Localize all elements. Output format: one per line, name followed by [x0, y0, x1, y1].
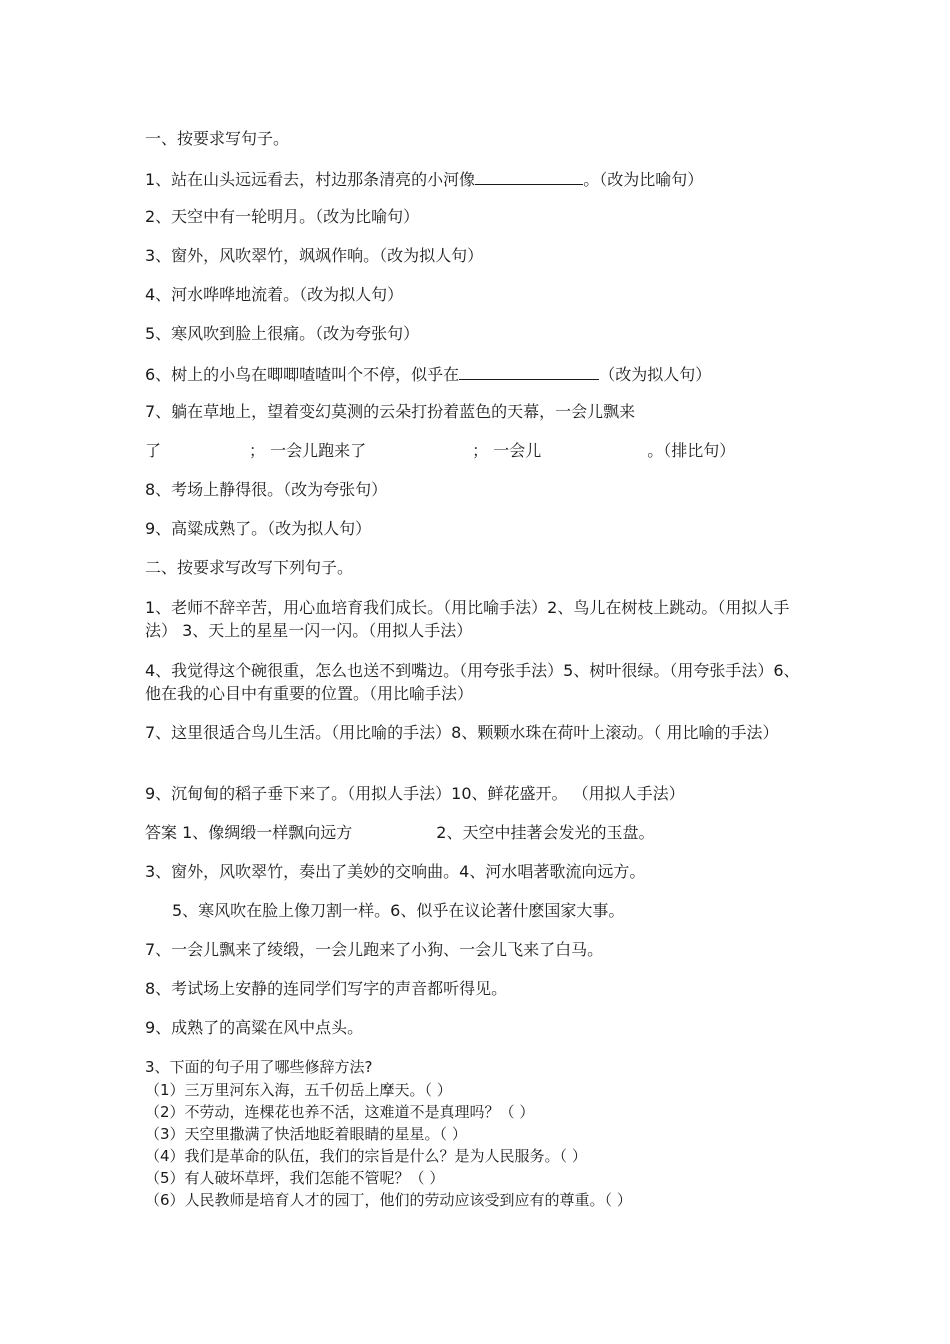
question-7-part-c: ； 一会儿 [472, 441, 542, 460]
question-7-part-b: ； 一会儿跑来了 [249, 441, 367, 460]
question-7-line1: 7、躺在草地上，望着变幻莫测的云朵打扮着蓝色的天幕，一会儿飘来 [145, 402, 636, 421]
section1-heading: 一、按要求写句子。 [145, 129, 290, 148]
rhetoric-item-3: （3）天空里撒满了快活地眨着眼睛的星星。（ ） [145, 1125, 467, 1143]
answer-blank-6[interactable] [459, 362, 599, 380]
rhetoric-item-2: （2）不劳动，连棵花也养不活，这难道不是真理吗？（ ） [145, 1103, 535, 1121]
question-2: 2、天空中有一轮明月。（改为比喻句） [145, 207, 420, 226]
section2-paragraph-2: 4、我觉得这个碗很重，怎么也送不到嘴边。（用夸张手法）5、树叶很绿。（用夸张手法）6、他在我的心目中有重要的位置。（用比喻手法） [145, 661, 800, 703]
answer-line-6: 9、成熟了的高粱在风中点头。 [145, 1018, 364, 1037]
question-1-text: 1、站在山头远远看去，村边那条清亮的小河像 [145, 170, 476, 189]
answer-2: 2、天空中挂著会发光的玉盘。 [436, 823, 655, 842]
question-1-suffix: 。（改为比喻句） [583, 170, 704, 189]
question-9: 9、高粱成熟了。（改为拟人句） [145, 519, 372, 538]
answer-line-1 [145, 822, 654, 844]
rhetoric-item-6: （6）人民教师是培育人才的园丁，他们的劳动应该受到应有的尊重。（ ） [145, 1191, 632, 1209]
question-7-part-d: 。（排比句） [647, 441, 736, 460]
answer-line-2: 3、窗外，风吹翠竹，奏出了美妙的交响曲。4、河水唱著歌流向远方。 [145, 862, 646, 881]
answer-1: 答案 1、像绸缎一样飘向远方 [145, 823, 353, 842]
question-7-line2 [145, 440, 735, 462]
answer-line-4: 7、一会儿飘来了绫缎，一会儿跑来了小狗、一会儿飞来了白马。 [145, 940, 604, 959]
section2-paragraph-3: 7、这里很适合鸟儿生活。（用比喻的手法）8、颗颗水珠在荷叶上滚动。（ 用比喻的手法） [145, 723, 779, 742]
section2-paragraph-1: 1、老师不辞辛苦，用心血培育我们成长。（用比喻手法）2、鸟儿在树枝上跳动。（用拟人手法） 3、天上的星星一闪一闪。（用拟人手法） [145, 598, 790, 640]
question-6-suffix: （改为拟人句） [599, 365, 712, 384]
rhetoric-item-4: （4）我们是革命的队伍，我们的宗旨是什么？是为人民服务。（ ） [145, 1147, 587, 1165]
answer-line-5: 8、考试场上安静的连同学们写字的声音都听得见。 [145, 979, 508, 998]
question-6 [145, 362, 711, 386]
section3-heading: 3、下面的句子用了哪些修辞方法? [145, 1058, 373, 1076]
answer-line-3: 5、寒风吹在脸上像刀割一样。6、似乎在议论著什麽国家大事。 [172, 901, 625, 920]
question-6-text: 6、树上的小鸟在唧唧喳喳叫个不停，似乎在 [145, 365, 460, 384]
section2-heading: 二、按要求写改写下列句子。 [145, 558, 354, 577]
question-4: 4、河水哗哗地流着。（改为拟人句） [145, 285, 404, 304]
question-8: 8、考场上静得很。（改为夸张句） [145, 480, 388, 499]
answer-blank-1[interactable] [475, 167, 583, 185]
question-3: 3、窗外，风吹翠竹，飒飒作响。（改为拟人句） [145, 246, 484, 265]
question-5: 5、寒风吹到脸上很痛。（改为夸张句） [145, 324, 420, 343]
question-1 [145, 167, 703, 191]
rhetoric-item-5: （5）有人破坏草坪，我们怎能不管呢？（ ） [145, 1169, 445, 1187]
section2-paragraph-4: 9、沉甸甸的稻子垂下来了。（用拟人手法）10、鲜花盛开。 （用拟人手法） [145, 784, 685, 803]
question-7-part-a: 了 [145, 441, 162, 460]
rhetoric-item-1: （1）三万里河东入海，五千仞岳上摩天。（ ） [145, 1081, 452, 1099]
